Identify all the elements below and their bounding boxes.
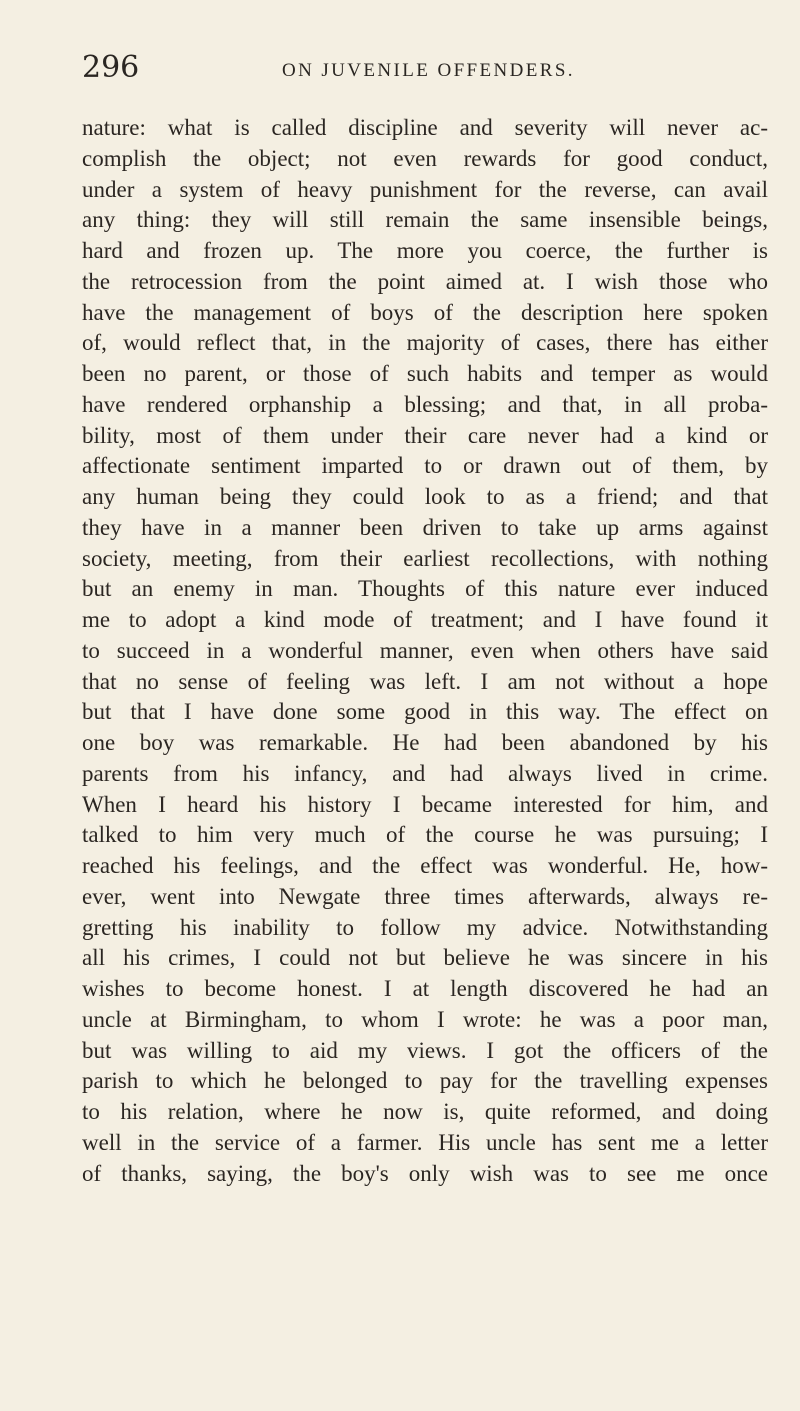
text-line: reached his feelings, and the effect was wonderful. He, how- <box>82 853 768 878</box>
text-line: any thing: they will still remain the same insensible beings, <box>82 207 768 233</box>
body-text <box>82 113 768 1189</box>
text-line: of, would reflect that, in the majority of cases, there has either <box>82 330 768 356</box>
text-line: affectionate sentiment imparted to or drawn out of them, by <box>82 453 768 479</box>
text-line: society, meeting, from their earliest recollections, with nothing <box>82 545 768 571</box>
text-line: they have in a manner been driven to take up arms against <box>82 514 768 540</box>
text-line: any human being they could look to as a friend; and that <box>82 484 768 509</box>
text-line: all his crimes, I could not but believe he was sincere in his <box>82 945 768 971</box>
text-line: When I heard his history I became interested for him, and <box>82 791 768 817</box>
text-line: under a system of heavy punishment for the reverse, can avail <box>82 176 768 202</box>
text-line: the retrocession from the point aimed at. I wish those who <box>82 268 768 294</box>
text-line: been no parent, or those of such habits and temper as would <box>82 361 768 386</box>
text-line: but was willing to aid my views. I got the officers of the <box>82 1037 768 1063</box>
page-number: 296 <box>82 50 140 85</box>
text-line: to succeed in a wonderful manner, even when others have said <box>82 637 768 663</box>
running-head: ON JUVENILE OFFENDERS. <box>282 60 575 81</box>
text-line: uncle at Birmingham, to whom I wrote: he was a poor man, <box>82 1006 768 1032</box>
text-line: have rendered orphanship a blessing; and that, in all proba- <box>82 391 768 417</box>
text-line: parents from his infancy, and had always lived in crime. <box>82 760 768 786</box>
text-line: bility, most of them under their care never had a kind or <box>82 422 768 448</box>
text-line: of thanks, saying, the boy's only wish was to see me once <box>82 1160 768 1186</box>
text-line: ever, went into Newgate three times afterwards, always re- <box>82 883 768 909</box>
text-line: but an enemy in man. Thoughts of this nature ever induced <box>82 576 768 602</box>
text-line: that no sense of feeling was left. I am not without a hope <box>82 668 768 694</box>
text-line: one boy was remarkable. He had been abandoned by his <box>82 730 768 755</box>
text-line: talked to him very much of the course he was pursuing; I <box>82 822 768 848</box>
text-line: hard and frozen up. The more you coerce, the further is <box>82 238 768 263</box>
text-line: but that I have done some good in this way. The effect on <box>82 699 768 725</box>
text-line: well in the service of a farmer. His uncle has sent me a letter <box>82 1129 768 1155</box>
text-line: complish the object; not even rewards for good conduct, <box>82 145 768 171</box>
text-line: have the management of boys of the description here spoken <box>82 299 768 325</box>
text-line: nature: what is called discipline and severity will never ac- <box>82 115 768 140</box>
text-line: wishes to become honest. I at length discovered he had an <box>82 976 768 1001</box>
text-line: me to adopt a kind mode of treatment; and I have found it <box>82 607 768 632</box>
text-line: to his relation, where he now is, quite reformed, and doing <box>82 1099 768 1124</box>
text-line: parish to which he belonged to pay for the travelling expenses <box>82 1068 768 1094</box>
page-header <box>82 48 768 88</box>
text-line: gretting his inability to follow my advice. Notwithstanding <box>82 914 768 940</box>
